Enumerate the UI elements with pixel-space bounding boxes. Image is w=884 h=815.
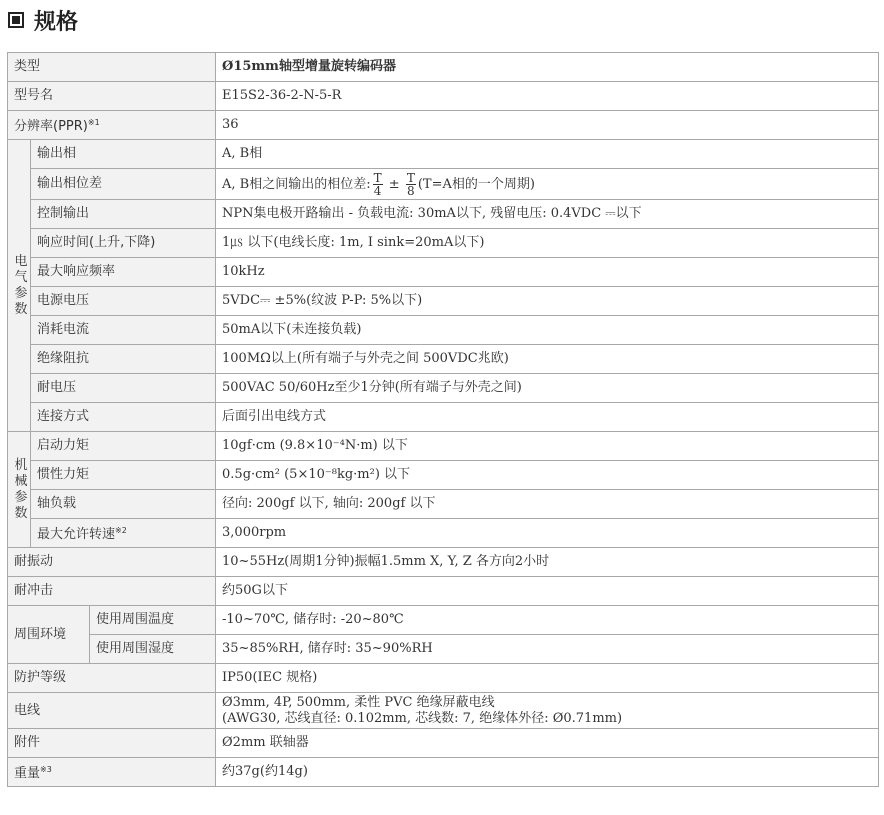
table-row xyxy=(8,635,879,664)
row-label: 重量$^{※3}$ xyxy=(8,758,216,787)
table-row xyxy=(8,53,879,82)
table-row xyxy=(8,169,879,200)
row-label: 耐振动 xyxy=(8,548,216,577)
row-value: 径向: 200gf 以下, 轴向: 200gf 以下 xyxy=(216,490,879,519)
row-label: 响应时间(上升,下降) xyxy=(31,229,216,258)
row-value: 36 xyxy=(216,111,879,140)
fraction: $\frac{T}{4}$ xyxy=(373,170,382,198)
row-value: E15S2-36-2-N-5-R xyxy=(216,82,879,111)
row-value: 10~55Hz(周期1分钟)振幅1.5mm X, Y, Z 各方向2小时 xyxy=(216,548,879,577)
row-value: 100MΩ以上(所有端子与外壳之间 500VDC兆欧) xyxy=(216,345,879,374)
row-label: 轴负载 xyxy=(31,490,216,519)
row-label: 使用周围温度 xyxy=(90,606,216,635)
row-value: A, B相 xyxy=(216,140,879,169)
row-label: 附件 xyxy=(8,729,216,758)
table-row xyxy=(8,200,879,229)
row-label: 输出相 xyxy=(31,140,216,169)
row-value: 3,000rpm xyxy=(216,519,879,548)
group-label-electrical: 电气参数 xyxy=(8,140,31,432)
row-label: 绝缘阻抗 xyxy=(31,345,216,374)
row-label: 型号名 xyxy=(8,82,216,111)
footnote-mark: ※2 xyxy=(115,526,127,535)
row-value: 1㎲ 以下(电线长度: 1m, I sink=20mA以下) xyxy=(216,229,879,258)
table-row xyxy=(8,577,879,606)
row-value: 35~85%RH, 储存时: 35~90%RH xyxy=(216,635,879,664)
table-row xyxy=(8,729,879,758)
table-row xyxy=(8,432,879,461)
table-row xyxy=(8,490,879,519)
section-title xyxy=(8,4,78,36)
row-value: Ø15mm轴型增量旋转编码器 xyxy=(216,53,879,82)
row-label: 防护等级 xyxy=(8,664,216,693)
table-row xyxy=(8,345,879,374)
row-label: 使用周围湿度 xyxy=(90,635,216,664)
table-row xyxy=(8,258,879,287)
row-value: IP50(IEC 规格) xyxy=(216,664,879,693)
row-label: 类型 xyxy=(8,53,216,82)
row-label: 电源电压 xyxy=(31,287,216,316)
row-value: 约37g(约14g) xyxy=(216,758,879,787)
row-value: 10kHz xyxy=(216,258,879,287)
row-value: A, B相之间输出的相位差: $\frac{T}{4}$ ± $\frac{T}{8}$ (T=A相的一个周期) xyxy=(216,169,879,200)
row-label: 启动力矩 xyxy=(31,432,216,461)
row-value: 后面引出电线方式 xyxy=(216,403,879,432)
table-row xyxy=(8,316,879,345)
row-label: 耐电压 xyxy=(31,374,216,403)
row-label: 耐冲击 xyxy=(8,577,216,606)
row-value: -10~70℃, 储存时: -20~80℃ xyxy=(216,606,879,635)
row-label: 连接方式 xyxy=(31,403,216,432)
row-value: Ø3mm, 4P, 500mm, 柔性 PVC 绝缘屏蔽电线 (AWG30, 芯线直径: 0.102mm, 芯线数: 7, 绝缘体外径: Ø0.71mm) xyxy=(216,693,879,729)
section-title-text: 规格 xyxy=(34,9,79,35)
row-label: 惯性力矩 xyxy=(31,461,216,490)
row-value: 500VAC 50/60Hz至少1分钟(所有端子与外壳之间) xyxy=(216,374,879,403)
row-value: Ø2mm 联轴器 xyxy=(216,729,879,758)
row-value: 10gf·cm (9.8×10⁻⁴N·m) 以下 xyxy=(216,432,879,461)
table-row xyxy=(8,287,879,316)
row-value: 5VDC⎓ ±5%(纹波 P-P: 5%以下) xyxy=(216,287,879,316)
table-row xyxy=(8,403,879,432)
fraction: $\frac{T}{8}$ xyxy=(406,170,415,198)
row-value: NPN集电极开路输出 - 负载电流: 30mA以下, 残留电压: 0.4VDC ⎓以下 xyxy=(216,200,879,229)
footnote-mark: ※3 xyxy=(40,765,52,774)
table-row xyxy=(8,606,879,635)
footnote-mark: ※1 xyxy=(87,118,100,127)
row-label: 最大允许转速$^{※2}$ xyxy=(31,519,216,548)
table-row xyxy=(8,519,879,548)
table-row xyxy=(8,461,879,490)
group-label-mechanical: 机械参数 xyxy=(8,432,31,548)
row-label: 控制输出 xyxy=(31,200,216,229)
table-row xyxy=(8,664,879,693)
table-row xyxy=(8,758,879,787)
table-row xyxy=(8,229,879,258)
square-bullet-icon xyxy=(8,12,24,28)
row-value: 50mA以下(未连接负载) xyxy=(216,316,879,345)
row-label: 最大响应频率 xyxy=(31,258,216,287)
table-row xyxy=(8,693,879,729)
row-label: 消耗电流 xyxy=(31,316,216,345)
group-label-environment: 周围环境 xyxy=(8,606,90,664)
row-label: 分辨率(PPR)$^{※1}$ xyxy=(8,111,216,140)
table-row xyxy=(8,140,879,169)
table-row xyxy=(8,111,879,140)
table-row xyxy=(8,548,879,577)
row-label: 电线 xyxy=(8,693,216,729)
table-row xyxy=(8,374,879,403)
table-row xyxy=(8,82,879,111)
spec-table xyxy=(7,52,879,787)
row-value: 约50G以下 xyxy=(216,577,879,606)
row-label: 输出相位差 xyxy=(31,169,216,200)
row-value: 0.5g·cm² (5×10⁻⁸kg·m²) 以下 xyxy=(216,461,879,490)
